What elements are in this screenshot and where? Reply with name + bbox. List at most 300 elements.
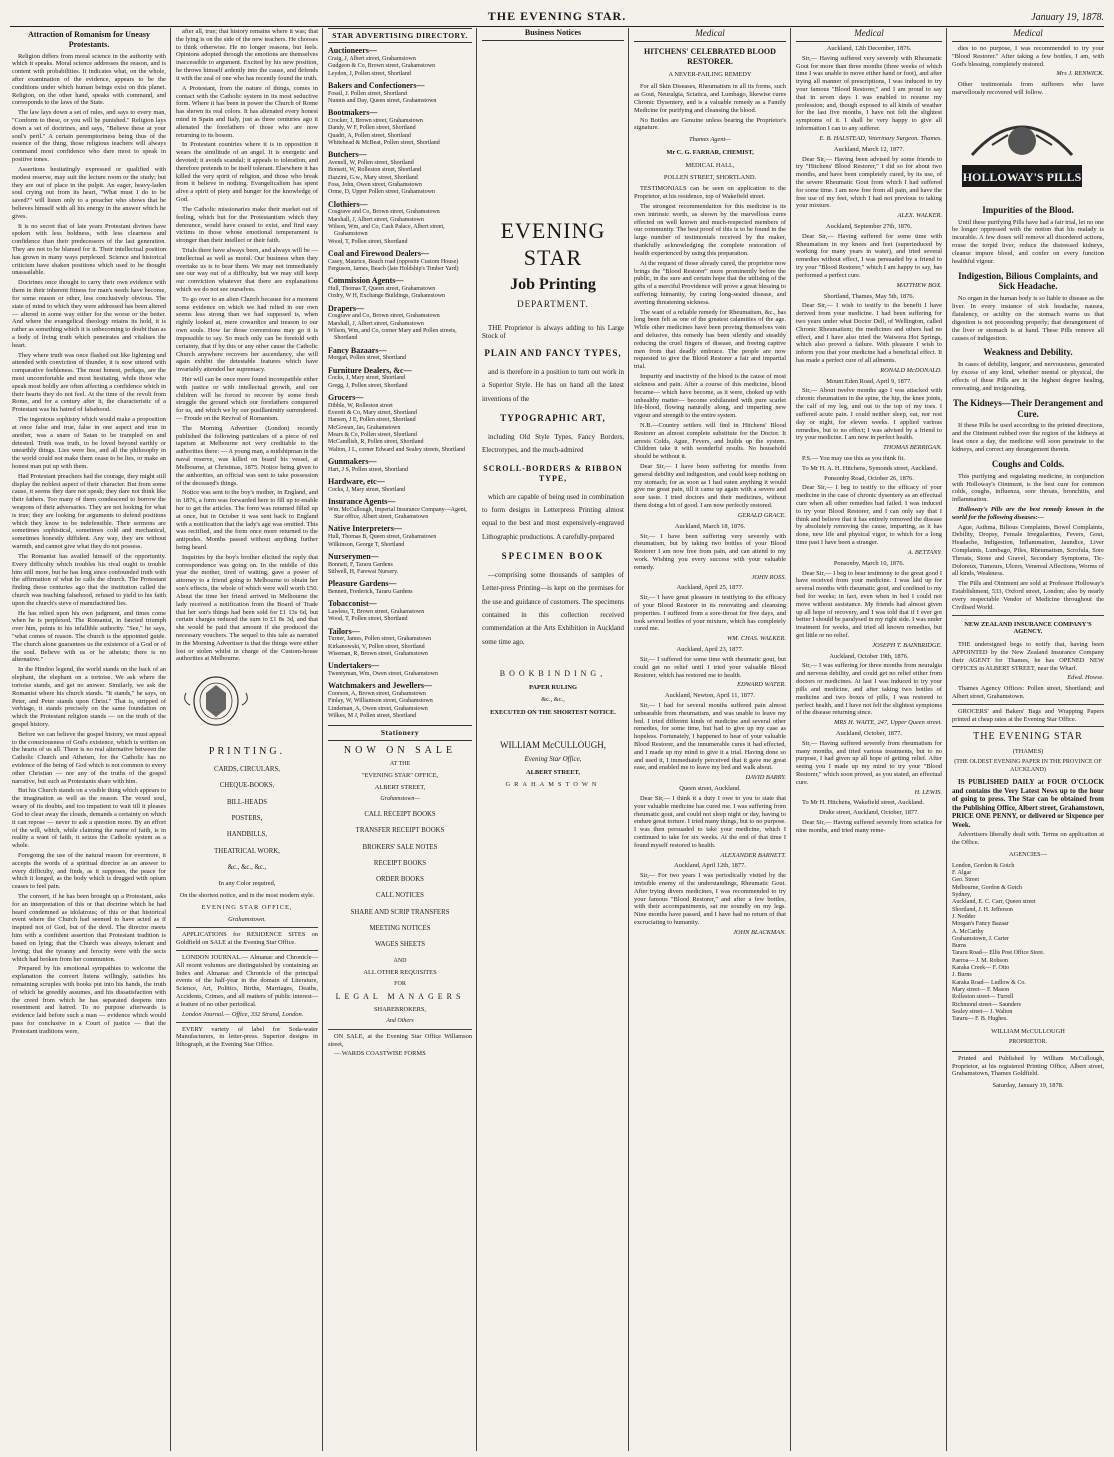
directory-entry: Gregg, J, Pollen street, Shortland — [328, 382, 408, 389]
directory-entry: Marshall, J, Albert street, Grahamstown — [328, 320, 424, 327]
directory-category: Butchers— — [328, 150, 367, 160]
printing-item: CHEQUE-BOOKS, — [219, 782, 275, 790]
directory-entry: Gudgeon & Co, Brown street, Grahamstown — [328, 63, 436, 70]
holloway-emblem-icon — [952, 105, 1092, 191]
testimonial-signature: RONALD McDONALD. — [880, 366, 942, 374]
article-paragraph: The Romanist has availed himself of the opportunity. Every difficulty which troubles his rival ought to trouble him still more, but he has long since confounded truth with the affirmation of what he calls the church. The Protestant finding these centuries ago that the institution called the church was teaching falsehood, refused to yield to his faith upon the church's sieve of manufactured lies. — [12, 552, 166, 607]
directory-category: Commission Agents— — [328, 276, 404, 286]
business-notices-header: Business Notices — [482, 28, 624, 41]
nz-insurance-text: THE undersigned begs to notify that, having been APPOINTED by the New Zealand Insurance Company their AGENT for Thames, he has OPENED NEW OFFICES in ALBERT STREET, near the Wharf. — [952, 641, 1104, 672]
nz-insurance-signature: Edwd. Howse. — [1067, 674, 1104, 682]
testimonial-signature: DAVID BARRY. — [745, 774, 786, 782]
agency-entry: Auckland, E. C. Carr, Queen street — [952, 899, 1036, 906]
directory-entry: Foss, John, Owen street, Grahamstown — [328, 181, 422, 188]
stationery-item: CALL NOTICES — [376, 892, 424, 900]
directory-category: Clothiers— — [328, 199, 368, 209]
agency-entry: Shortland, J. H. Jefferson — [952, 906, 1013, 913]
testimonial-signature: A. BETTANY. — [907, 548, 942, 556]
testimonial-signature: MRS H. WAITE, 247, Upper Queen street. — [834, 719, 942, 727]
for-label: FOR — [394, 980, 406, 987]
stationery-item: BROKERS' SALE NOTES — [362, 843, 438, 851]
agent-name: Mr C. G. FARRAR, CHEMIST, — [666, 148, 754, 156]
directory-entry: Fossil, J. Pollen street, Shortland — [328, 90, 407, 97]
article-paragraph: The law lays down a set of rules, and says to every man, "Conform to these, or you will be punished." Religion lays down a set of doctrines, and says, "Believe these at your soul's peril." A certain peremptoriness being thus of the essence of the thing, those religious teachers will always command most confidence who dare most to speak in positive tones. — [12, 109, 166, 164]
testimonial: Dear Sir,— I have been suffering for months from general debility and indigestion, and could keep nothing on my stomach; for as soon as I had eaten anything it would give me great pain, till it came up again with a severe and sour taste. I tried doctors and their medicines, without them doing a bit of good. I am now perfectly restored. — [634, 463, 786, 510]
directory-category: Native Interpreters— — [328, 524, 402, 534]
stationery-item: TRANSFER RECEIPT BOOKS — [355, 827, 445, 835]
scroll-borders: SCROLL-BORDERS & RIBBON TYPE, — [483, 464, 623, 484]
directory-entry: Leydon, J, Pollen street, Shortland — [328, 70, 411, 77]
printing-item: BILL-HEADS — [226, 798, 268, 806]
testimonial-signature: ALEXANDER BARNETT. — [720, 851, 786, 859]
directory-category: Fancy Bazaars— — [328, 345, 387, 355]
printing-item: &c., &c., &c., — [227, 863, 267, 871]
printing-note-2: On the shortest notice, and in the most modern style. — [179, 891, 315, 899]
remedy-paragraph: The want of a reliable remedy for Rheumatism, &c., has long been felt as one of the greatest calamities of the age. While other medicines have been proving themselves vain and delusive, this remedy has been silently and steadily reducing the cruel fingers of disease, and freeing captive men from that deadly embrace. The people are now requested to give the Blood Restorer a fair and impartial trial. — [634, 308, 786, 371]
remedy-intro: For all Skin Diseases, Rheumatism in all its forms, such as Gout, Neuralgia, Sciatica, and Lumbago, likewise cures Chronic Dysentery, and is a valuable remedy as a Family Medicine for purifying and cleansing the blood. — [634, 83, 786, 114]
directory-entry: Finlay, W, Williamson street, Grahamstown — [328, 698, 433, 705]
directory-category: Insurance Agents— — [328, 497, 396, 507]
article-paragraph: Foregoing the use of the natural reason for evermore, it accepts the words of a spiritual director as an answer to every difficulty, and finds, as it supposes, the peace for which it longed, as the body which is drugged with opium ceases to feel pain. — [12, 851, 166, 891]
agency-entry: Mary street— F. Mason — [952, 987, 1010, 993]
imprint-date: Saturday, January 19, 1878. — [992, 1082, 1064, 1090]
proprietor: WILLIAM McCULLOUGH — [991, 1027, 1065, 1035]
wards-forms: — WARDS COASTWISE FORMS — [334, 1050, 426, 1058]
agency-entry: Grahamstown, J. Carter — [952, 935, 1009, 942]
testimonial-signature: GERALD GRACE. — [737, 511, 786, 519]
directory-entry: Everett & Co, Mary street, Shortland — [328, 410, 417, 417]
directory-category: Nurserymen— — [328, 551, 379, 561]
directory-category: Hardware, etc— — [328, 477, 385, 487]
agent-street: POLLEN STREET, SHORTLAND. — [663, 173, 757, 181]
sharebrokers: SHAREBROKERS, — [373, 1005, 427, 1013]
holloway-banner-text: HOLLOWAY'S PILLS — [962, 169, 1082, 184]
testimonial-location: Auckland, April 23, 1877. — [676, 646, 744, 654]
directory-entry: Cosgrave and Co, Brown street, Grahamstown — [328, 209, 440, 216]
medical-header-2: Medical — [796, 28, 942, 42]
article-paragraph: The Morning Advertiser (London) recently published the following particulars of a piece of red tapeism at Melbourne not very creditable to the authorities there: — A young man, a midshipman in the naval reserve, was killed on board his vessel, at Melbourne, at Christmas, 1875. Notice being given to the authorities, an official was sent to take possession of the deceased's things. — [176, 424, 318, 487]
testimonial: Sir,— I have great pleasure in testifying to the efficacy of your Blood Restorer in its renovating and cleansing properties. I suffered from a sore-throat for five days, and took several bottles of your mixture, which has completely cured me. — [634, 594, 786, 633]
holloway-heading: Weakness and Debility. — [983, 347, 1073, 358]
testimonial: Sir,— I suffered for some time with rheumatic gout, but could get no relief until I tried your valuable Blood Restorer, which has restored me to health. — [634, 655, 786, 679]
testimonial-signature: ALEX. WALKER. — [897, 212, 942, 220]
agency-entry: Morgan's Fancy Bazaar — [952, 921, 1009, 928]
proprietor-label: PROPRIETOR. — [1008, 1039, 1048, 1046]
directory-entry: Hansen, J E, Pollen street, Shortland — [328, 417, 416, 424]
article-paragraph: Her will can be once more found incompatible either with justice or with intellectual growth, and our children will be forced to recover by some fresh struggle the ground which our forefathers conquered for us, and which we by our pusillanimity surrendered. — Froude on the Revival of Romanism. — [176, 375, 318, 422]
testimonial-location: Auckland, April 12th, 1877. — [674, 862, 746, 870]
remedy-paragraph: N.B.—Country settlers will find in Hitchens' Blood Restorer an almost complete substitute for the Doctor. It arrests Colds, Ague, Fevers, and builds up the system. Children take it with wonderful results. No household should be without it. — [634, 421, 786, 461]
directory-entry: Hull, Thomas T, Queen street, Grahamstown — [328, 285, 436, 292]
agency-entry: Karaka Creek— F. Otto — [952, 965, 1010, 972]
remedy-paragraph: Impurity and inactivity of the blood is the cause of most sickness and pain. After a course of this medicine, blood became— which have become, as it were, choked up with unhealthy matter— become exhilarated with pure scarlet life-blood, flowing naturally along, and imparting new vigour and strength to the entire system. — [634, 373, 786, 420]
article-paragraph: To go over to an alien Church because for a moment some evidence on which we had relied in our own seems less strong than we had supposed is, when rightly looked at, mere cowardice and treason to our own souls. How far those conversions may go it is impossible to say. So much only can be foretold with certainty, that if by this or any other cause the Catholic Church anywhere recovers her ascendancy, she will again exhibit the detestable features which have invariably attended her supremacy. — [176, 295, 318, 374]
legal-managers: LEGAL MANAGERS — [335, 991, 465, 1001]
postscript: P.S.— You may use this as you think fit. — [802, 454, 905, 462]
directory-category: Grocers— — [328, 393, 364, 403]
at-the: AT THE — [389, 760, 411, 767]
directory-entry: Bennett, Frederick, Tararu Gardens — [328, 588, 413, 595]
testimonial: Sir,— I was suffering for three months from neuralgia and nervous debility, and could get no relief either from doctors or medicines. At last I was induced to try your pills and medicine, and after taking two bottles of medicine and two boxes of pills, I was restored to perfect health, and I have not felt the slightest symptoms of the disease returning since. — [796, 662, 942, 717]
london-journal-office: London Journal.— Office, 332 Strand, London. — [182, 1010, 304, 1018]
evening-star-publication: IS PUBLISHED DAILY at FOUR O'CLOCK and contains the Very Latest News up to the hour of going to press. The Star can be obtained from the Publishing Office, Albert street, Grahamstown, PRICE ONE PENNY, or delivered or Sixpence per Week. — [952, 778, 1104, 829]
proprietor-name: WILLIAM McCULLOUGH, — [500, 740, 606, 750]
directory-entry: Dazzini, G.w., Mary street, Shortland — [328, 174, 418, 181]
testimonial: Sir,— About twelve months ago I was attacked with chronic rheumatism in the spine, the hip, the knee joints, the calf of my leg, and out to the top of my toes. I suffered acute pain. I could neither sleep, eat, nor rest day or night, for eleven weeks. I applied various remedies, but to no effect; I was advised by a friend to try your medicine. I am now in perfect health. — [796, 387, 942, 442]
holloway-text: Until these purifying Pills have had a fair trial, let no one be longer oppressed with the notion that his malady is incurable. A few doses will remove all disordered actions, rouse the torpid liver, reduce the distressed kidneys, cleanse impure blood, and confer on every function healthful vigour. — [952, 218, 1104, 265]
testimonial-location: Auckland, Newton, April 11, 1877. — [665, 692, 755, 700]
directory-entry: Wm. McCullough, Imperial Insurance Company—Agent, Star office, Albert street, Grahamstown — [328, 506, 467, 521]
printing-item: POSTERS, — [231, 815, 263, 823]
printing-item: THEATRICAL WORK, — [214, 847, 280, 855]
remedy-paragraph: At the request of those already cured, the proprietor now brings the "Blood Restorer" more prominently before the public, in the sure and certain hope that the utilising of the gifts of a merciful Providence will prove a great blessing to suffering humanity, by curing long-seated disease, and averting threatening sickness. — [634, 259, 786, 306]
testimonial: Dear Sir,— Having been advised by some friends to try "Hitchens' Blood Restorer," I did so for about two months, and have been completely cured, by its use, of the severe Rheumatic Gout from which I had suffered for some time. I am now free from all pain, and have the free use of my feet, which I had not previous to taking your mixture. — [796, 155, 942, 210]
directory-category: Bootmakers— — [328, 108, 378, 118]
executed-notice: EXECUTED ON THE SHORTEST NOTICE. — [490, 709, 616, 717]
directory-category: Auctioneers— — [328, 46, 377, 56]
directory-entry: Ferguson, James, Beach (late Holdship's Timber Yard) — [328, 265, 459, 272]
directory-entry: Whitehead & McBeat, Pollen street, Shortland — [328, 139, 440, 146]
genuine-note: No Bottles are Genuine unless bearing the Proprietor's signature. — [634, 116, 786, 132]
and-others: And Others — [386, 1017, 414, 1024]
evening-star-oldest: (THE OLDEST EVENING PAPER IN THE PROVINCE OF AUCKLAND) — [954, 759, 1102, 773]
printing-item: HANDBILLS, — [226, 831, 268, 839]
agency-entry: Sealey street— J. Walton — [952, 1008, 1013, 1015]
holloway-diseases-list: Ague, Asthma, Bilious Complaints, Bowel Complaints, Debility, Dropsy, Female Irregularities, Fevers, Gout, Headache, Indigestion, Inflammation, Jaundice, Liver Complaints, Lumbago, Piles, Rheumatism, Scrofula, Sore Throats, Stone and Gravel, Secondary Symptoms, Tic-Doloreux, Tumours, Ulcers, Venereal Affections, Worms of all kinds, Weakness. — [952, 523, 1104, 578]
directory-entry: Wilson, Wm, and Co, Cash Palace, Albert street, Grahamstown — [328, 223, 445, 238]
testimonial: Dear Sir,— I beg to bear testimony to the great good I have received from your medicine. I was laid up for several months with rheumatic gout, and confined to my bed for weeks; in fact, even when in bed I could not move without assistance. My friends had almost given up all hope of recovery, and I was told that if I ever got better I should be paralysed in my right side. I was under treatment for weeks, and tried all known remedies, but got little or no relief. — [796, 569, 942, 640]
directory-entry: Cocks, J, Mary street, Shortland — [328, 375, 406, 382]
testimonial-location: Mount Eden Road, April 9, 1877. — [826, 377, 912, 385]
testimonial-signature: MATTHEW BOX. — [896, 281, 942, 289]
blood-restorer-title: HITCHENS' CELEBRATED BLOOD RESTORER. — [644, 46, 776, 66]
agency-entry: Rolleston street— Turrell — [952, 994, 1014, 1001]
article-paragraph: But his Church stands on a visible thing which appears to the imagination as well as the reason. The vexed soul, weary of its doubts, and too impatient to wait till it pleases God to clear away the clouds, demands a certainty on which it can repose — never to ask a question more. By an effort of the will, which, while claiming the name of faith, is in reality a want of faith, it seizes the Catholic system as a whole. — [12, 787, 166, 850]
directory-category: Furniture Dealers, &c— — [328, 365, 412, 375]
article-paragraph: The ingenious sophistry which would make a proposition at once false and true, false in one aspect and true in another, was a snare of Satan to be trampled on and detested. Truth was truth, to be loved beyond earthly or unearthly things. Lies were lies, and all the philosophy in the world could not make them cease to be lies, or make an honest man put up with them. — [12, 416, 166, 470]
stationery-item: MEETING NOTICES — [369, 924, 431, 932]
article-paragraph: It is no secret that of late years Protestant divines have spoken with less boldness, with less clearness and confidence than their predecessors of the last generation. They are not to be blamed for it. Their intellectual position has grown in many ways perplexed. Science and historical criticism have shaken positions which used to be thought unassailable. — [12, 222, 166, 277]
agency-entry: F. Algar — [952, 870, 972, 876]
directory-entry: Coorson, A, Brown street, Grahamstown — [328, 691, 426, 698]
more-testimonials-note: Other testimonials from sufferers who have marvellously recovered will follow. — [952, 81, 1104, 97]
directory-category: Undertakers— — [328, 661, 380, 671]
article-paragraph: Inquiries by the boy's brother elicited the reply that correspondence was going on. In the middle of this year the mother, tired of waiting, gave a power of attorney to a friend going to Melbourne to obtain her son's effects, the whole of which were well worth £50. About the time her friend arrived in Melbourne the lady received a notification from the Board of Trade that her son's things had been sold for £1 13s 6d, but certain charges reduced the sum to £1 8s 3d, and that she would be paid that amount if she produced the necessary vouchers. The sequel to this tale as narrated in the Morning Advertiser is that the things were either lost or stolen whilst in charge of the Custom-house authorities at Melbourne. — [176, 553, 318, 663]
directory-entry: Wood, T, Pollen street, Shortland — [328, 238, 408, 245]
article-paragraph: The Catholic missionaries make their market out of feeling, which but for the Protestantism which they denounce, would have ceased to exist, and find easy victims in those whose emotional temperament is stronger than their intellect or their faith. — [176, 205, 318, 245]
testimonial: Sir,— For two years I was periodically visited by the invisible enemy of the understandings, Rheumatic Gout. After trying divers medicines, I was recommended to try your famous "Blood Restorer," and after a few bottles, with their accompaniments, sat me soundly on my legs. Nine months have passed, and I have had no return of that excruciating to humanity. — [634, 872, 786, 927]
printing-office: EVENING STAR OFFICE, — [201, 903, 293, 911]
all-other-label: ALL OTHER REQUISITES — [363, 968, 437, 976]
stationery-town: Grahamstown— — [380, 795, 420, 802]
directory-entry: Quadri, A, Pollen street, Shortland — [328, 132, 411, 139]
directory-entry: Lindeman, A, Owen street, Grahamstown — [328, 705, 428, 712]
testimonial-location: Auckland, 12th December, 1876. — [826, 44, 912, 52]
testimonial-signature: E. B. HALSTEAD, Veterinary Surgeon. Thames. — [819, 134, 942, 142]
testimonial-signature: EDWARD WATER. — [737, 681, 786, 689]
directory-entry: Mears & Co, Pollen street, Shortland — [328, 432, 417, 439]
specimen-book: SPECIMEN BOOK — [501, 551, 605, 562]
testimonial-location: Ponsonby, March 10, 1876. — [833, 559, 905, 567]
article-title: Attraction of Romanism for Uneasy Protestants. — [27, 30, 151, 49]
medical-header: Medical — [634, 28, 786, 42]
directory-entry: McGowan, Jas, Grahamstown — [328, 424, 401, 431]
remedy-paragraph: The strongest recommendation for this medicine is its own intrinsic worth, as shown by the marvellous cures effected on well known and much-respected members of our community. The best proof of this is to be found in the large number of testimonials received by the maker, thankfully acknowledging the complete restoration of health experienced by using this preparation. — [634, 203, 786, 257]
testimonial: Dear Sir,— I beg to testify to the efficacy of your medicine in the case of chronic dysentery as an effectual cure when all other remedies had failed. I was induced to try your Blood Restorer, and I can only say that I think and believe that it has entirely removed the disease by absolutely removing the cause, imparting, as it has done, new life and physical vigor, to which for a long time past I have been a stranger. — [796, 484, 942, 547]
article-paragraph: He has relied upon his own judgment, and times come when he is perplexed. The Romanist, in fancied triumph over him, points to his infallible authority. "See," he says, "what comes of reason. The church is the appointed guide. The church alone guarantees us the existence of a God or of the soul. Believe with us or be atheists; there is no alternative." — [12, 609, 166, 664]
testimonial-location: Auckland, September 27th, 1876. — [826, 223, 912, 231]
directory-entry: Twentyman, Wm, Owen street, Grahamstown — [328, 671, 438, 678]
directory-entry: Crocker, J, Brown street, Grahamstown — [328, 117, 423, 124]
directory-entry: Cosgrave and Co, Brown street, Grahamstown — [328, 313, 440, 320]
agency-entry: Paeroa— J. M. Robson — [952, 957, 1008, 964]
holloway-heading: Coughs and Colds. — [991, 458, 1065, 469]
medical-hall: MEDICAL HALL, — [685, 161, 735, 169]
crest-icon — [176, 671, 256, 731]
plain-fancy-types: PLAIN AND FANCY TYPES, — [484, 347, 622, 358]
bookbinding: BOOKBINDING, — [499, 668, 607, 678]
job-para-5: —comprising some thousands of samples of Letter-press Printing—is kept on the premises for the use and guidance of customers. The specimens contained in this collection received commendation at the Arts Exhibition in Auckland some time ago. — [482, 571, 624, 646]
job-para-3: including Old Style Types, Fancy Borders, Electrotypes, and the much-admired — [482, 432, 624, 455]
directory-entry: Dandy, W F, Pollen street, Shortland — [328, 125, 416, 132]
imprint: Printed and Published by William McCullough, Proprietor, at his registered Printing Office, Albert street, Grahamstown, Thames Goldfield. — [952, 1054, 1104, 1078]
directory-category: Tailors— — [328, 626, 360, 636]
directory-category: Bakers and Confectioners— — [328, 80, 425, 90]
testimonial-signature: JOHN ROSS. — [751, 573, 786, 581]
directory-entry: Bonsett, W, Rolleston street, Shortland — [328, 167, 422, 174]
issue-date: January 19, 1878. — [1031, 11, 1104, 23]
stationery-item: RECEIPT BOOKS — [373, 859, 427, 867]
testimonial: Sir,— I have been suffering very severely with rheumatism, but by taking two bottles of your Blood Restorer I am now free from pain, and can attend to my work. Wishing you every success with your valuable remedy. — [634, 532, 786, 571]
printing-note: In any Color required, — [218, 880, 276, 888]
evening-star-sub: (THAMES) — [1012, 747, 1044, 755]
typographic-art: TYPOGRAPHIC ART, — [500, 412, 606, 423]
directory-entry: Kirkanowski, V, Pollen street, Shortland — [328, 643, 425, 650]
agencies-label: AGENCIES— — [1009, 850, 1047, 858]
testimonial-location: Drake street, Auckland, October, 1877. — [819, 809, 919, 817]
holloway-text: No organ in the human body is so liable to disease as the liver. In every instance of sick headache, nausea, flatulency, or acidity on the stomach warns us that digestion is not proceeding properly; that derangement of the liver or stomach is at hand. These Pills remove all causes of indigestion. — [952, 295, 1104, 342]
testimonial: Dear Sir,— Having suffered for some time with Rheumatism in my knees and feet (superinduced by working for many years in water), and tried several remedies without effect, I was persuaded by a friend to try your "Blood Restorer," which I am happy to say, has performed a perfect cure. — [796, 232, 942, 279]
nz-insurance-offices: Thames Agency Offices: Pollen street, Shortland; and Albert street, Grahamstown. — [952, 685, 1104, 700]
article-paragraph: after all, true; that history remains where it was; that the lying is on the side of the new teachers. He chooses to think otherwise. He no longer reasons, but feels. Opinions adopted through the emotions are themselves inaccessible to argument. Excited by his new position, he throws himself ardently into the cause, and defends it with the zeal of one who has recently found the truth. — [176, 28, 318, 82]
directory-entry: Turner, James, Pollen street, Grahamstown — [328, 636, 432, 643]
stationery-item: CALL RECEIPT BOOKS — [364, 810, 436, 818]
stationery-item: WAGES SHEETS — [374, 941, 426, 949]
london-journal-ad: LONDON JOURNAL.— Almanac and Chronicle— All recent volumes are distinguished by containing an Index and Almanac and Chronicle of the principal events of the half-year in the domain of Literature, Science, Art, Politics, Births, Marriages, Deaths, Accidents, Crimes, and all matters of public interest— a feature of no other periodical. — [176, 954, 318, 1008]
directory-category: Watchmakers and Jewellers— — [328, 681, 432, 691]
testimonial: Dear Sir,— I think it a duty I owe to you to state that your valuable medicine has cured me. I was suffering from rheumatic gout, and could not sleep night or day, having to endure great torture. I tried many things, but to no purpose. I was then persuaded to take your medicine, which I continued to take for six weeks. At the end of that time I found myself restored to health. — [634, 794, 786, 849]
column-5-medical — [630, 28, 790, 1451]
testimonial-location: Auckland, April 25, 1877. — [676, 584, 744, 592]
testimonial-location: Auckland, March 12, 1877. — [833, 145, 905, 153]
stationery-street: ALBERT STREET, — [374, 783, 426, 791]
holloway-diseases-heading: Holloway's Pills are the best remedy known in the world for the following diseases:— — [952, 505, 1104, 521]
article-paragraph: Trials there have always been, and always will be — intellectual as well as moral. Our business when they overtake us is to bear them. We may not immediately see our way out of a difficulty, but we may still keep our conviction whatever that there are explanations which we do not see ourselves. — [176, 246, 318, 293]
article-paragraph: Religion differs from moral science in the authority with which it speaks. Moral science addresses the reason, and is content with probabilities. It indicates what, on the whole, after examination of the evidence, appears to be the conditions under which human beings exist on this planet. Religion, on the other hand, speaks with command, and corresponds to the laws of the State. — [12, 52, 166, 107]
nz-insurance-title: NEW ZEALAND INSURANCE COMPANY'S AGENCY. — [964, 620, 1092, 636]
testimonial-signature: THOMAS BERRIGAN. — [883, 444, 942, 452]
directory-entry: McCandlish, R, Pollen street, Shortland — [328, 439, 424, 446]
directory-entry: Morgan, Pollen street, Shortland — [328, 355, 407, 362]
testimonial-location: Auckland, March 18, 1876. — [674, 522, 746, 530]
testimonial: dies to no purpose, I was recommended to try your "Blood Restorer." After taking a few bottles, I am, with God's blessing, completely restored. — [952, 44, 1104, 68]
agent-label: Thames Agent— — [689, 136, 731, 144]
stationery-office: "EVENING STAR" OFFICE, — [361, 772, 439, 780]
directory-entry: Wiseman, R, Brown street, Grahamstown — [328, 651, 428, 658]
article-body — [12, 53, 166, 1036]
holloway-text: If these Pills be used according to the printed directions, and the Ointment rubbed over the region of the kidneys at least once a day, the medicine will soon penetrate to the kidneys, and correct any derangement therein. — [952, 422, 1104, 453]
agency-entry: Melbourne, Gordon & Gotch — [952, 884, 1022, 891]
remedy-description — [634, 185, 786, 461]
printing-item: CARDS, CIRCULARS, — [214, 766, 280, 774]
stationery-items — [328, 811, 472, 950]
addressee: To Mr H. Hitchens, Wakefield street, Auckland. — [802, 799, 925, 807]
stationery-item: SHARE AND SCRIP TRANSFERS — [350, 908, 450, 916]
etc-label: &c., &c., — [541, 696, 565, 704]
directory-category: Coal and Firewood Dealers— — [328, 248, 429, 258]
label-ad: EVERY variety of label for Soda-water Manufacturers, in letter-press. Superior designs in lithograph, at the Evening Star Office. — [176, 1025, 318, 1049]
evening-star-title: THE EVENING STAR — [973, 731, 1083, 743]
printing-place: Grahamstown. — [228, 915, 266, 923]
job-para-2: and is therefore in a position to turn out work in a Superior Style. He has on hand all the latest inventions of the — [482, 367, 624, 403]
directory-entry: Bonnett, F, Tararu Gardens — [328, 561, 393, 568]
testimonial-location: Auckland, October, 1877. — [836, 729, 902, 737]
directory-entry: Nunnis and Day, Queen street, Grahamstown — [328, 97, 437, 104]
directory-entry: Ozdry, W H, Exchange Buildings, Grahamstown — [328, 293, 446, 300]
testimonial-signature: JOHN BLACKMAN. — [733, 928, 786, 936]
article-paragraph: Had Protestant preachers had the courage, they might still display the noblest aspect of their character. But from some cause, it seems they dare not speak; they dare not think like their fathers. Too many of them condescend to borrow the weapons of their adversaries. They are not looking for what is true; they are looking for arguments to defend positions which they know to be indefensible. Their sermons are sometimes sophistical, sometimes cold and mechanical, sometimes honestly diffident. Any way, they are without warmth, and cannot give what they do not possess. — [12, 472, 166, 551]
directory-entry: Wilson, Wm, and Co, corner Mary and Pollen streets, Shortland — [328, 327, 457, 342]
agency-entry: Tararu— F. B. Hughes. — [952, 1016, 1008, 1023]
printing-list — [176, 766, 318, 872]
stationery-item: ORDER BOOKS — [376, 876, 424, 884]
article-paragraph: They where truth was once flashed out like lightning and attended with conviction of thunder, it is now uttered with comparative feebleness. The most honest, perhaps, are the most uncomfortable and most hesitating, while those who speak most boldly are often affecting a confidence which in their hearts they do not feel. At the time of the revolt from Rome, and for a century after it, the characteristic of a Protestant was his hatred of falsehood. — [12, 351, 166, 414]
holloway-text: This purifying and regulating medicine, in conjunction with Holloway's Ointment, is the best cure for common colds, coughs, influenza, sore throats, bronchitis, and inflammation. — [952, 472, 1104, 504]
and-label: AND — [393, 957, 407, 964]
office-name: Evening Star Office, — [524, 754, 582, 763]
testimonial: Sir,— Having suffered severely from rheumatism for many months, and tried various treatments, but to no purpose, I had given up all hope of getting relief. After seeing you I made up my mind to try your "Blood Restorer," which soon proved, as you stated, an effectual cure. — [796, 739, 942, 786]
remedy-paragraph: TESTIMONIALS can be seen on application to the Proprietor, at his residence, top of Wakefield street. — [634, 185, 786, 201]
column-6-medical — [792, 28, 946, 1451]
stationery-header: Stationery — [328, 725, 472, 740]
agency-entry: J. Burns — [952, 972, 972, 979]
directory-entry: Walton, J L, corner Edward and Sealey streets, Shortland — [328, 446, 465, 453]
testimonial-signature: JOSEPH T. BAINBRIDGE. — [872, 641, 942, 649]
article-paragraph: Doctrines once thought to carry their own evidence with them in their inherent fitness for man's needs have become, for some reason or other, less conclusively obvious. The state of mind to which they were addressed has been altered — altered in some way either for the worse or the better. And where the evangelical theology retains its hold, it is rather as something which it is unbecoming to doubt than as a body of living truth which penetrates and vitalises the heart. — [12, 279, 166, 349]
article-paragraph: In the Hindoo legend, the world stands on the back of an elephant, the elephant on a tortoise. We ask where the tortoise stands, and get no answer. Similarly, we ask the Romanist where his church stands. "It stands," he says, on Peter, and Peter stands upon Christ." That is, stripped of verbiage, it stands precisely on the same foundation on which the Protestant religion stands — on the truth of the gospel history. — [12, 666, 166, 728]
directory-category: Drapers— — [328, 303, 364, 313]
testimonial: Sir,— Having suffered very severely with Rheumatic Gout for more than three months (three weeks of which time I was unable to move either hand or foot), and after trying all manner of prescriptions, I was induced to try your famous "Blood Restorer," and I am proud to say that in seven days I was enabled to resume my profession; and, though exposed to all kinds of weather for the last five months, I have not felt the slightest symptoms of it. I shall be very happy to give all information I can to any sufferer. — [796, 54, 942, 133]
directory-category: Gunmakers— — [328, 456, 377, 466]
job-para-4: which are capable of being used in combination to form designs in Letterpress Printing almost equal to the best and most expensively-engraved Lithographic productions. A carefully-prepared — [482, 492, 624, 541]
masthead — [10, 4, 1104, 27]
directory-entry: Hart, J S, Pollen street, Shortland — [328, 466, 408, 473]
directory-entry: Hull, Thomas B, Queen street, Grahamstown — [328, 534, 437, 541]
directory-list — [328, 46, 472, 720]
office-street: ALBERT STREET, — [526, 768, 580, 776]
agency-entry: Richmond street— Saunders — [952, 1001, 1021, 1008]
article-paragraph: Notice was sent to the boy's mother, in England, and in 1876, a form was forwarded here to fill up to enable her to get the articles. The form was returned filled up at once, but in October it was sent back to England with a notification that the lady's age was omitted. This was rectified, and the form once more returned to the antipodes. Months passed without anything further being heard. — [176, 489, 318, 551]
column-3-directory — [324, 28, 476, 1451]
paper-ruling: PAPER RULING — [529, 683, 577, 691]
agency-entry: A. McCarthy — [952, 928, 984, 935]
directory-entry: Wood, T, Pollen street, Shortland — [328, 616, 408, 623]
agency-entry: Sydney, — [952, 891, 972, 898]
addressee: To Mr H. A. H. Hitchens, Symonds street, Auckland. — [802, 464, 938, 472]
newspaper-title: THE EVENING STAR. — [487, 9, 627, 24]
testimonial-signature: WM. CHAS. WALKER. — [726, 635, 786, 643]
directory-entry: Avenell, W, Pollen street, Shortland — [328, 159, 414, 166]
agency-entry: Karaka Road— Ludlow & Co. — [952, 979, 1026, 986]
evening-star-banner: EVENING STAR — [500, 217, 606, 270]
directory-entry: Dibble, W, Rolleston street — [328, 402, 393, 409]
agencies-list — [952, 863, 1104, 1024]
directory-entry: Cocks, J, Mary street, Shortland — [328, 486, 406, 493]
agency-entry: Burns — [952, 943, 967, 950]
directory-entry: Wilkes, M J, Pollen street, Shortland — [328, 713, 417, 720]
sale-note: ON SALE, at the Evening Star Office Willamson street, — [328, 1032, 472, 1048]
article-paragraph: Prepared by his emotional sympathies to welcome the explanation the convert listens willingly, satisfies his remaining scruples with books put into his hands, the truth of which he greedily assumes, and his dissatisfaction with the creed from which he has separated deepens into resentment and hatred. To no purpose afterwards is evidence laid before such a man — evidence which would pass for conclusive in a Court of justice — that the Protestant traditions were, — [12, 965, 166, 1035]
department: DEPARTMENT. — [517, 298, 589, 309]
article-continuation — [176, 28, 318, 663]
article-paragraph: The convert, if he has been brought up a Protestant, asks for an interpretation of this or that doctrine which he had heard condemned as idolatrous; of this or that historical event where the Church had seemed to have acted as if inspired not of God, but of the devil. The director meets him with a confident assertion that Protestant tradition is based on lying; that the Church was always tolerant and loving; that the tyranny and ferocity were with the sects which had broken from her communion. — [12, 893, 166, 963]
testimonial-signature: Mrs J. RENWICK. — [1056, 70, 1104, 78]
applications-ad: APPLICATIONS for RESIDENCE SITES on Goldfield on SALE at the Evening Star Office. — [176, 931, 318, 947]
directory-entry: Marshall, J, Albert street, Grahamstown — [328, 216, 424, 223]
now-on-sale: NOW ON SALE — [343, 744, 457, 756]
printing-title: PRINTING. — [208, 746, 286, 757]
job-printing: Job Printing — [510, 276, 596, 294]
medical-header-3: Medical — [952, 28, 1104, 42]
remedy-sub: A NEVER-FAILING REMEDY — [668, 71, 752, 79]
testimonial-location: Auckland, October 19th, 1876. — [829, 652, 909, 660]
directory-entry: Craig, J, Albert street, Grahamstown — [328, 55, 416, 62]
holloway-heading: Indigestion, Bilious Complaints, and Sick Headache. — [958, 270, 1098, 292]
column-1-article — [8, 28, 170, 1451]
column-2 — [172, 28, 322, 1451]
testimonial: Dear Sir,— I wish to testify to the benefit I have derived from your medicine. I had been suffering for two years under what Doctor Dell, of Wellington, called Chronic Rheumatism; the medicines and others had no effect, and I have also tried the Waiwera Hot Springs, which also proved a failure. With pleasure I wish to inform you that your medicine had a beneficial effect. It has made a perfect cure of all ailments. — [796, 302, 942, 365]
office-town: GRAHAMSTOWN — [505, 781, 601, 789]
column-4-business — [478, 28, 628, 1451]
holloway-heading: The Kidneys—Their Derangement and Cure. — [952, 397, 1104, 419]
article-paragraph: Assertions hesitatingly expressed or qualified with modest reserve, may suit the lecture room or the study; but they are out of place in the pulpit. An eager, heavy-laden soul crying out from its heart, "What must I do to be saved?" will listen only to a preacher who shows that he believes himself with all his energy in the answer which he gives. — [12, 165, 166, 220]
advertisers-note: Advertisers liberally dealt with. Terms on application at the Office. — [952, 831, 1104, 847]
agency-entry: J. Nodder — [952, 913, 976, 920]
article-paragraph: Before we can believe the gospel history, we must appeal to the consciousness of God's existence, which is written on the hearts of us all. There is no real alternative between the Catholic Church and Atheism, for the Catholic has no evidence of the being of God which is not common to every other Christian — nor any of the truths of the gospel narrative, but such as Protestants share with him. — [12, 730, 166, 785]
directory-entry: Lawless, T, Brown street, Grahamstown — [328, 609, 425, 616]
directory-entry: Orme, D, Upper Pollen street, Grahamstown — [328, 189, 435, 196]
agency-entry: Tararu Road— Ellis Post Office Store. — [952, 950, 1045, 957]
article-paragraph: In Protestant countries where it is in opposition it wears the similitude of an angel. It is energetic and devoted; it avoids scandal; it appeals to toleration, and therefore pretends to be itself tolerant. Elsewhere it has killed the very spirit of religion, and those who break from it believe in nothing. Evangelicalism has spent alive a spirit of piety and hunger for the knowledge of God. — [176, 141, 318, 204]
testimonial-location: Shortland, Thames, May 5th, 1876. — [823, 292, 915, 300]
directory-category: Tobacconist— — [328, 599, 377, 609]
column-7-medical — [948, 28, 1108, 1451]
directory-entry: Stilwell, H, Farewai Nursery. — [328, 568, 399, 575]
directory-entry: Wilkinson, George T, Shortland — [328, 541, 405, 548]
holloway-text: In cases of debility, languor, and nervousness, generated by excess of any kind, whether mental or physical, the effects of these Pills are in the highest degree healing, renovating, and invigorating. — [952, 361, 1104, 392]
testimonial: Dear Sir,— Having suffered severely from sciatica for nine months, and tried many reme- — [796, 819, 942, 834]
testimonial-location: Queen street, Auckland. — [679, 785, 741, 793]
testimonial: Sir,— I had for several months suffered pain almost unbearable from rheumatism, and was unable to leave my bed. I tried different kinds of medicine and several other remedies, for some time, but had to give up my case as hopeless. Fortunately, I happened to hear of your valuable Blood Restorer, and the innumerable cures it had effected, and I made up my mind to give it a trial. Having done so and used it, I immediately perceived that it gave me great ease, and enabled me to leave my bed and walk about. — [634, 701, 786, 772]
article-paragraph: A Protestant, from the nature of things, comes in contact with the Catholic system in its most seductive form. Where it has been in power the Church of Rome has shown its real colors. It has alienated every honest mind in Spain and Italy, just as three centuries ago it alienated the forefathers of those who are now returning to its bosom. — [176, 84, 318, 139]
agency-entry: London, Gordon & Gotch — [952, 862, 1015, 869]
grocers-bags-ad: GROCERS' and Bakers' Bags and Wrapping Papers printed at cheap rates at the Evening Star Office. — [952, 707, 1104, 723]
directory-category: Pleasure Gardens— — [328, 579, 397, 589]
agency-entry: Geo. Street — [952, 877, 979, 884]
holloway-heading: Impurities of the Blood. — [982, 204, 1074, 215]
job-para-1: THE Proprietor is always adding to his Large Stock of — [482, 323, 624, 341]
holloway-sale-note: The Pills and Ointment are sold at Professor Holloway's Establishment, 533, Oxford street, London; also by nearly every respectable Vendor of Medicine throughout the Civilised World. — [952, 580, 1104, 611]
